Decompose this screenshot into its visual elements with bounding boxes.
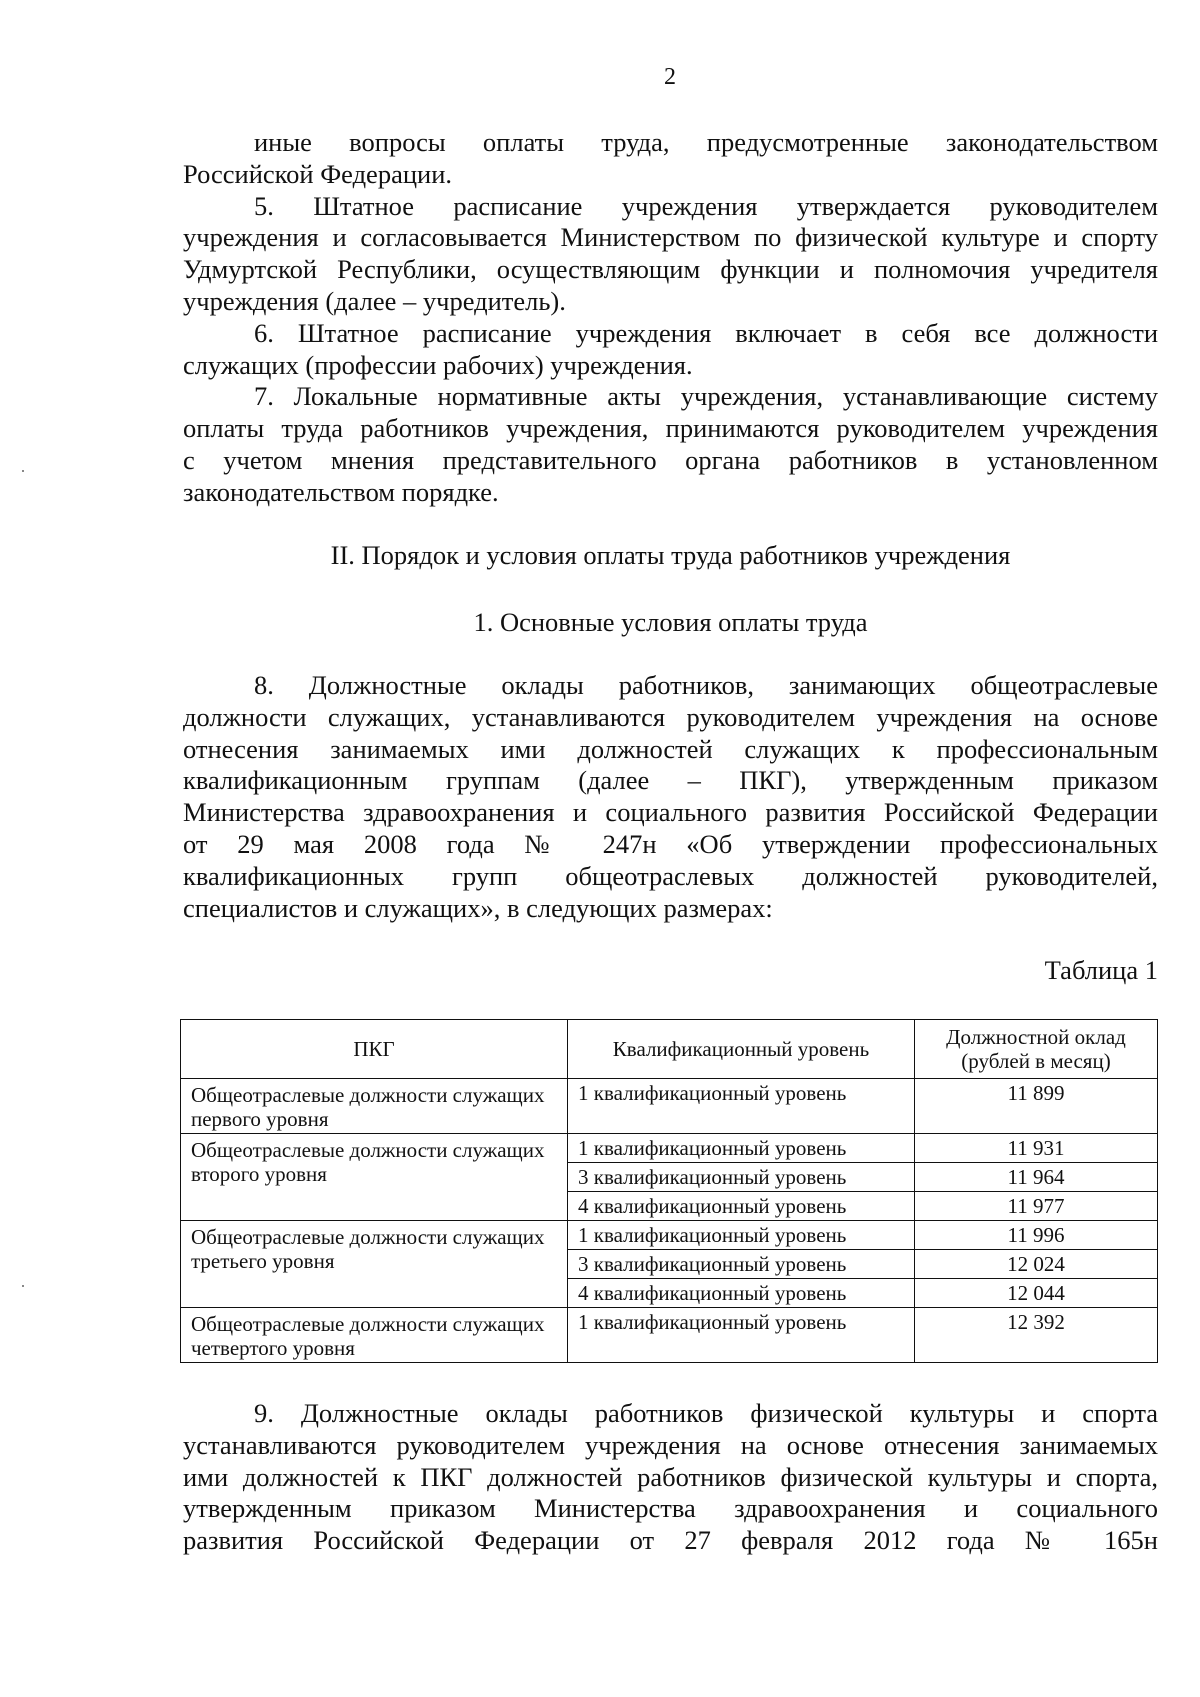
salary-cell: 12 044 [915,1279,1158,1308]
text-line: 5. Штатное расписание учреждения утверждается руководителем [254,190,1158,221]
salary-cell: 11 899 [915,1079,1158,1134]
pkg-cell: Общеотраслевые должности служащих второго уровня [181,1134,568,1221]
text-line: утвержденным приказом Министерства здравоохранения и социального [183,1493,1158,1524]
pkg-cell: Общеотраслевые должности служащих первого уровня [181,1079,568,1134]
text-line: с учетом мнения представительного органа работников в установленном [183,444,1158,475]
table-caption: Таблица 1 [1044,955,1158,985]
text-line: квалификационных групп общеотраслевых должностей руководителей, [183,860,1158,891]
salary-cell: 11 977 [915,1192,1158,1221]
text-line: законодательством порядке. [183,476,499,507]
text-line: Удмуртской Республики, осуществляющим функции и полномочия учредителя [183,254,1158,285]
salary-cell: 11 964 [915,1163,1158,1192]
table-row [181,1134,1158,1163]
level-cell: 3 квалификационный уровень [568,1250,915,1279]
text-line: учреждения (далее – учредитель). [183,285,566,316]
intro-paragraphs [183,127,1158,509]
salary-cell: 12 024 [915,1250,1158,1279]
text-line: оплаты труда работников учреждения, принимаются руководителем учреждения [183,413,1158,444]
table-row [181,1221,1158,1250]
text-line: Министерства здравоохранения и социального развития Российской Федерации [183,797,1158,828]
section-heading: II. Порядок и условия оплаты труда работников учреждения [330,540,1011,570]
text-line: служащих (профессии рабочих) учреждения. [183,349,693,380]
text-line: развития Российской Федерации от 27 февраля 2012 года № 165н [183,1525,1158,1556]
text-line: устанавливаются руководителем учреждения на основе отнесения занимаемых [183,1429,1158,1460]
header-level: Квалификационный уровень [568,1020,915,1079]
salary-cell: 12 392 [915,1308,1158,1363]
text-line: квалификационным группам (далее – ПКГ), утвержденным приказом [183,765,1158,796]
level-cell: 1 квалификационный уровень [568,1134,915,1163]
scan-speck [22,470,24,472]
text-line: 9. Должностные оклады работников физической культуры и спорта [254,1398,1158,1428]
text-line: от 29 мая 2008 года № 247н «Об утверждении профессиональных [183,828,1158,859]
text-line: иные вопросы оплаты труда, предусмотренные законодательством [254,127,1158,157]
level-cell: 4 квалификационный уровень [568,1192,915,1221]
pkg-cell: Общеотраслевые должности служащих третьего уровня [181,1221,568,1308]
salary-cell: 11 996 [915,1221,1158,1250]
page-number: 2 [664,64,676,90]
level-cell: 4 квалификационный уровень [568,1279,915,1308]
paragraph-9 [183,1398,1158,1557]
text-line: 6. Штатное расписание учреждения включает в себя все должности [254,317,1158,348]
scan-speck [22,1285,24,1287]
text-line: Российской Федерации. [183,158,452,189]
level-cell: 1 квалификационный уровень [568,1079,915,1134]
table-row [181,1308,1158,1363]
paragraph-8 [183,670,1158,924]
level-cell: 1 квалификационный уровень [568,1221,915,1250]
text-line: ими должностей к ПКГ должностей работников физической культуры и спорта, [183,1461,1158,1492]
level-cell: 1 квалификационный уровень [568,1308,915,1363]
text-line: должности служащих, устанавливаются руководителем учреждения на основе [183,701,1158,732]
salary-cell: 11 931 [915,1134,1158,1163]
text-line: 8. Должностные оклады работников, занимающих общеотраслевые [254,670,1158,700]
subsection-heading: 1. Основные условия оплаты труда [473,607,868,637]
table-row [181,1079,1158,1134]
header-salary: Должностной оклад (рублей в месяц) [915,1020,1158,1079]
salary-table [180,1019,1158,1363]
text-line: специалистов и служащих», в следующих размерах: [183,892,773,923]
table-header-row [181,1020,1158,1079]
header-pkg: ПКГ [181,1020,568,1079]
level-cell: 3 квалификационный уровень [568,1163,915,1192]
text-line: отнесения занимаемых ими должностей служащих к профессиональным [183,733,1158,764]
text-line: учреждения и согласовывается Министерством по физической культуре и спорту [183,222,1158,253]
text-line: 7. Локальные нормативные акты учреждения, устанавливающие систему [254,381,1158,412]
pkg-cell: Общеотраслевые должности служащих четвертого уровня [181,1308,568,1363]
